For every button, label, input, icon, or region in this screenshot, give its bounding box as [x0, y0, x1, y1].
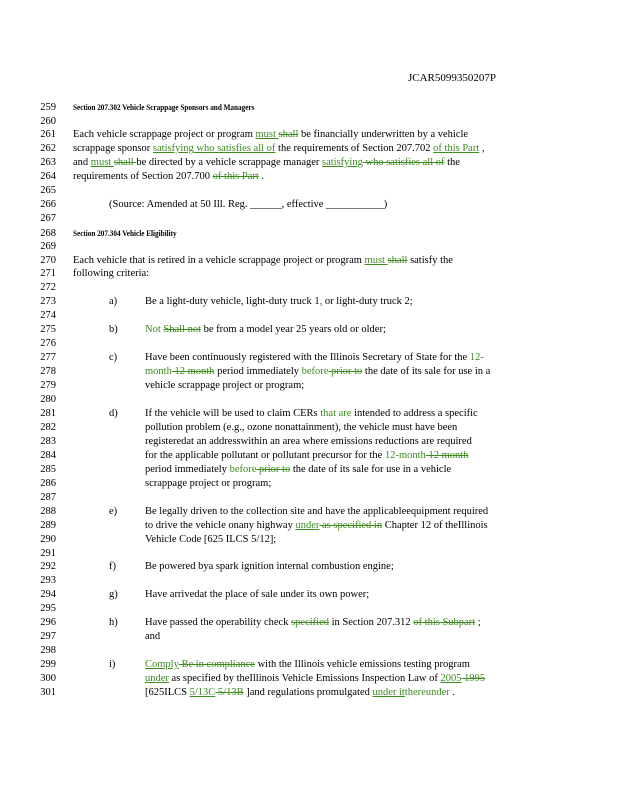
- text: .: [258, 171, 265, 182]
- line-number: 275: [40, 324, 56, 335]
- section-304-heading: Section 207.304 Vehicle Eligibility: [73, 229, 177, 238]
- deletion: Shall not: [163, 324, 202, 335]
- line-number: 281: [40, 408, 56, 419]
- text: be directed by a vehicle scrappage manager: [136, 157, 323, 168]
- source-note: (Source: Amended at 50 Ill. Reg. ______, effective ___________): [109, 199, 388, 210]
- deletion: of this Subpart: [413, 617, 476, 628]
- document-id: JCAR5099350207P: [408, 72, 497, 84]
- line-number: 293: [40, 575, 56, 586]
- line-number: 287: [40, 492, 56, 503]
- item-d-line2: pollution problem (e.g., ozone nonattainment), the vehicle must have been: [145, 422, 458, 433]
- line-number: 283: [40, 436, 56, 447]
- item-h-line2: and: [145, 631, 161, 642]
- line-number: 290: [40, 534, 56, 545]
- text: Each vehicle that is retired in a vehicle scrappage project or program: [73, 255, 365, 266]
- text: ]and regulations promulgated: [243, 687, 373, 698]
- text: satisfy the: [407, 255, 453, 266]
- line-number: 289: [40, 520, 56, 531]
- item-e-line3: Vehicle Code [625 ILCS 5/12];: [145, 534, 277, 545]
- item-g: Have arrivedat the place of sale under its own power;: [145, 589, 370, 600]
- insertion: ,: [319, 296, 323, 307]
- line-261: [73, 129, 468, 141]
- line-number: 282: [40, 422, 56, 433]
- insertion: satisfying: [322, 157, 363, 168]
- text: Have passed the operability check: [145, 617, 292, 628]
- line-number: 268: [40, 228, 56, 239]
- text: intended to address a specific: [351, 408, 478, 419]
- insertion: Not: [145, 324, 164, 335]
- insertion: must: [255, 129, 279, 140]
- insertion: month: [145, 366, 172, 377]
- deletion: 12 month: [171, 366, 215, 377]
- line-number: 259: [40, 102, 56, 113]
- deletion: who satisfies all of: [362, 157, 445, 168]
- deletion: 12 month: [425, 450, 469, 461]
- line-number: 299: [40, 659, 56, 670]
- line-number: 285: [40, 464, 56, 475]
- item-e-line1: Be legally driven to the collection site and have the applicableequipment required: [145, 506, 489, 517]
- deletion: thereunder: [404, 687, 450, 698]
- line-number: 297: [40, 631, 56, 642]
- insertion: under: [145, 673, 169, 684]
- item-f-label: f): [109, 561, 116, 572]
- item-c-line2: [145, 366, 490, 378]
- item-a-label: a): [109, 296, 118, 307]
- deletion: shall: [278, 129, 299, 140]
- text: the: [444, 157, 460, 168]
- text: be financially underwritten by a vehicle: [298, 129, 469, 140]
- line-number: 276: [40, 338, 56, 349]
- line-number: 274: [40, 310, 56, 321]
- item-i-label: i): [109, 659, 116, 670]
- line-number: 301: [40, 687, 56, 698]
- item-c-label: c): [109, 352, 118, 363]
- insertion: Comply: [145, 659, 179, 670]
- deletion: as specified in: [319, 520, 383, 531]
- item-h-line1: [145, 617, 481, 629]
- deletion: shall: [387, 255, 408, 266]
- line-number: 294: [40, 589, 56, 600]
- line-270: [73, 255, 453, 267]
- text: Each vehicle scrappage project or program: [73, 129, 256, 140]
- insertion: that are: [320, 408, 352, 419]
- deletion: 1995: [461, 673, 486, 684]
- text: in Section 207.312: [328, 617, 414, 628]
- text: to drive the vehicle onany highway: [145, 520, 296, 531]
- insertion: satisfying: [152, 143, 194, 154]
- item-d-line6: scrappage project or program;: [145, 478, 272, 489]
- text: [625ILCS: [145, 687, 190, 698]
- text: ,: [479, 143, 485, 154]
- line-number: 295: [40, 603, 56, 614]
- text: requirements of Section 207.700: [73, 171, 213, 182]
- text: scrappage sponsor: [73, 143, 153, 154]
- text: the requirements of Section 207.702: [275, 143, 434, 154]
- item-e-label: e): [109, 506, 118, 517]
- text: Be a light-duty vehicle, light-duty truck 1: [145, 296, 320, 307]
- item-d-line3: registeredat an addresswithin an area where emissions reductions are required: [145, 436, 472, 447]
- item-g-label: g): [109, 589, 118, 600]
- line-number: 288: [40, 506, 56, 517]
- insertion: 2005: [440, 673, 462, 684]
- text: Chapter 12 of theIllinois: [382, 520, 488, 531]
- text: Have been continuously registered with the Illinois Secretary of State for the: [145, 352, 470, 363]
- line-number: 284: [40, 450, 56, 461]
- text: ;: [475, 617, 481, 628]
- item-b: [145, 324, 386, 336]
- line-262: [73, 143, 485, 155]
- insertion: must: [364, 255, 388, 266]
- insertion: 12-month: [384, 450, 426, 461]
- deletion: prior to: [256, 464, 291, 475]
- item-d-line5: [145, 464, 451, 476]
- item-c-line3: vehicle scrappage project or program;: [145, 380, 305, 391]
- item-f: Be powered bya spark ignition internal combustion engine;: [145, 561, 394, 572]
- line-number: 273: [40, 296, 56, 307]
- item-d-line4: [145, 450, 468, 462]
- line-number: 262: [40, 143, 56, 154]
- line-number: 265: [40, 185, 56, 196]
- item-e-line2: [145, 520, 488, 532]
- deletion: 5/13B: [215, 687, 244, 698]
- line-271: following criteria:: [73, 268, 150, 279]
- item-i-line1: [145, 659, 470, 671]
- item-a: [145, 296, 413, 308]
- line-number: 291: [40, 548, 56, 559]
- line-number: 270: [40, 255, 56, 266]
- line-number: 292: [40, 561, 56, 572]
- line-number: 277: [40, 352, 56, 363]
- text: the date of its sale for use in a vehicle: [290, 464, 452, 475]
- text: as specified by theIllinois Vehicle Emissions Inspection Law of: [168, 673, 441, 684]
- line-number: 267: [40, 213, 56, 224]
- text: period immediately: [145, 464, 230, 475]
- line-number: 264: [40, 171, 56, 182]
- item-d-label: d): [109, 408, 118, 419]
- text: If the vehicle will be used to claim CERs: [145, 408, 321, 419]
- line-number: 261: [40, 129, 56, 140]
- text: .: [449, 687, 456, 698]
- deletion: specified: [291, 617, 329, 628]
- line-264: [73, 171, 264, 183]
- line-263: [73, 157, 460, 169]
- insertion: under: [295, 520, 320, 531]
- line-number: 263: [40, 157, 56, 168]
- line-number: 296: [40, 617, 56, 628]
- text: be from a model year 25 years old or older;: [201, 324, 386, 335]
- insertion: 5/13C: [189, 687, 216, 698]
- line-number: 271: [40, 268, 56, 279]
- item-h-label: h): [109, 617, 118, 628]
- section-302-heading: Section 207.302 Vehicle Scrappage Sponsors and Managers: [73, 103, 255, 112]
- text: for the applicable pollutant or pollutant precursor for the: [145, 450, 385, 461]
- insertion: before: [229, 464, 257, 475]
- insertion: who satisfies all of: [193, 143, 276, 154]
- line-number: 286: [40, 478, 56, 489]
- item-i-line3: [145, 687, 455, 699]
- deletion: prior to: [328, 366, 363, 377]
- item-b-label: b): [109, 324, 118, 335]
- line-number: 279: [40, 380, 56, 391]
- line-number: 260: [40, 116, 56, 127]
- item-d-line1: [145, 408, 478, 420]
- insertion: must: [90, 157, 114, 168]
- deletion: of this Part: [212, 171, 259, 182]
- text: with the Illinois vehicle emissions testing program: [254, 659, 470, 670]
- insertion: under it: [372, 687, 405, 698]
- insertion: before: [301, 366, 329, 377]
- insertion: 12-: [469, 352, 484, 363]
- text: period immediately: [214, 366, 302, 377]
- deletion: shall: [113, 157, 137, 168]
- line-number: 300: [40, 673, 56, 684]
- insertion: of this Part: [433, 143, 480, 154]
- text: the date of its sale for use in a: [362, 366, 491, 377]
- item-c-line1: [145, 352, 484, 364]
- line-number: 269: [40, 241, 56, 252]
- line-number: 280: [40, 394, 56, 405]
- line-number: 298: [40, 645, 56, 656]
- item-i-line2: [145, 673, 485, 685]
- line-number: 272: [40, 282, 56, 293]
- line-number: 278: [40, 366, 56, 377]
- line-number: 266: [40, 199, 56, 210]
- text: and: [73, 157, 91, 168]
- deletion: Be in compliance: [178, 659, 255, 670]
- text: or light-duty truck 2;: [322, 296, 413, 307]
